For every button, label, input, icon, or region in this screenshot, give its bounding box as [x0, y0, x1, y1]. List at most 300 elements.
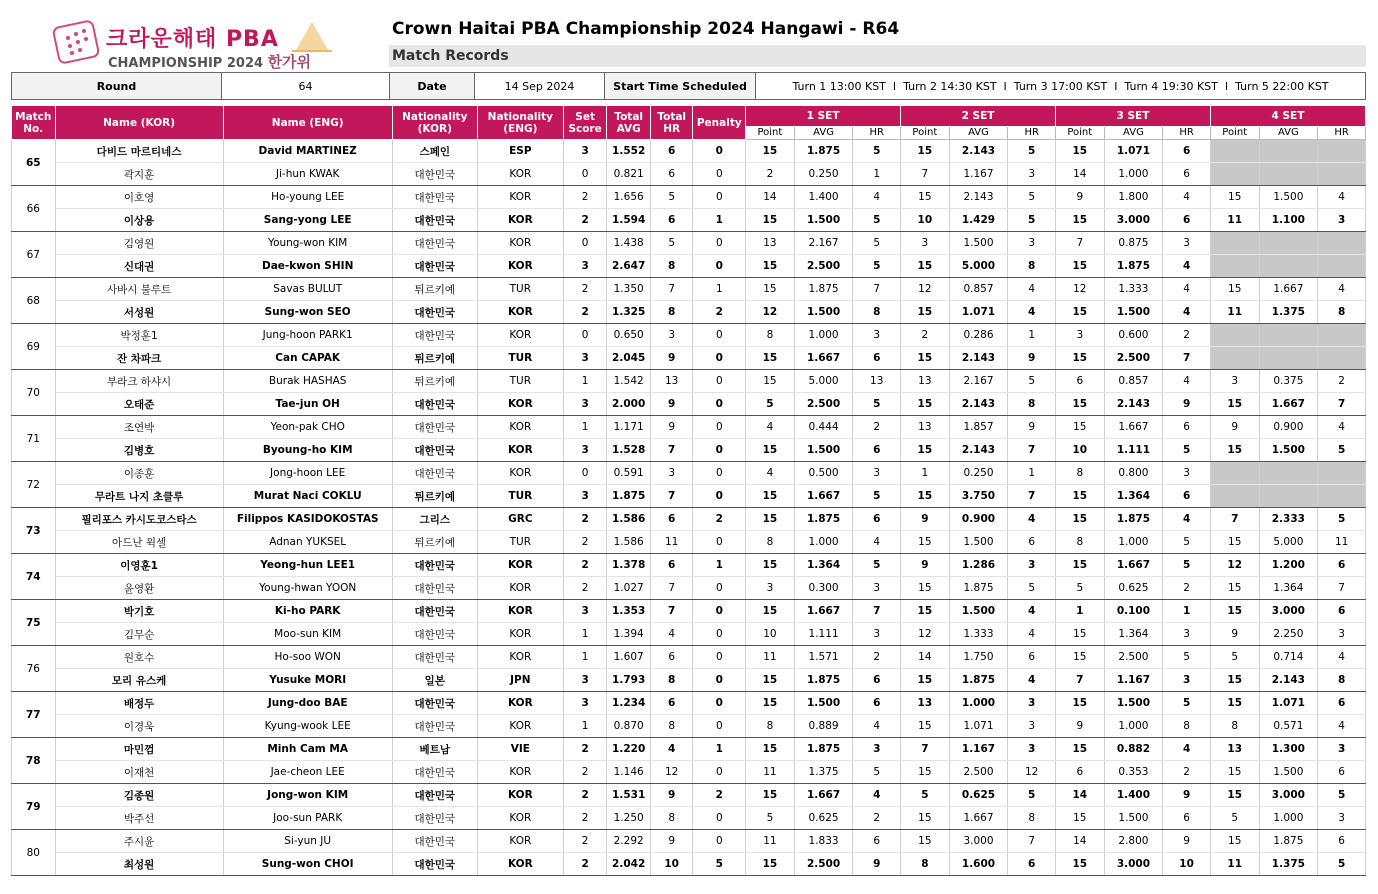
set2-avg: 2.500: [949, 761, 1008, 784]
set1-avg: 2.500: [794, 853, 853, 876]
set2-point: 13: [901, 370, 950, 393]
set3-avg: 1.500: [1104, 692, 1163, 715]
table-row: [12, 209, 1366, 232]
nationality-eng: VIE: [477, 738, 563, 761]
player-name-eng: Burak HASHAS: [223, 370, 392, 393]
set4-point: 15: [1210, 830, 1259, 853]
set3-hr: 6: [1163, 140, 1211, 163]
set3-avg: 0.625: [1104, 577, 1163, 600]
total-hr: 8: [650, 807, 693, 830]
total-hr: 6: [650, 209, 693, 232]
set3-avg: 1.800: [1104, 186, 1163, 209]
set1-avg: 1.875: [794, 669, 853, 692]
start-time-label: Start Time Scheduled: [605, 73, 756, 100]
set3-avg: 0.882: [1104, 738, 1163, 761]
set4-hr: 4: [1318, 186, 1366, 209]
total-avg: 1.793: [607, 669, 651, 692]
set2-avg: 1.750: [949, 646, 1008, 669]
set2-avg: 1.667: [949, 807, 1008, 830]
player-name-eng: Jong-won KIM: [223, 784, 392, 807]
total-avg: 1.552: [607, 140, 651, 163]
match-number: 78: [12, 738, 56, 784]
set2-hr: 1: [1008, 324, 1056, 347]
penalty: 5: [693, 853, 746, 876]
logo-korean: 크라운해태: [106, 27, 218, 52]
total-avg: 1.438: [607, 232, 651, 255]
set4-avg: 1.375: [1259, 853, 1318, 876]
set2-point: 5: [901, 784, 950, 807]
player-name-kor: 마민껌: [55, 738, 223, 761]
set3-avg: 1.364: [1104, 623, 1163, 646]
table-row: [12, 531, 1366, 554]
set2-hr: 9: [1008, 347, 1056, 370]
set1-point: 11: [746, 761, 795, 784]
nationality-kor: 튀르키예: [392, 531, 477, 554]
table-row: [12, 600, 1366, 623]
set1-avg: 1.500: [794, 209, 853, 232]
set3-hr: 6: [1163, 485, 1211, 508]
set4-hr: 4: [1318, 715, 1366, 738]
set2-hr: 6: [1008, 853, 1056, 876]
set2-point: 15: [901, 439, 950, 462]
total-hr: 8: [650, 669, 693, 692]
set1-hr: 5: [853, 761, 901, 784]
set3-point: 6: [1055, 370, 1104, 393]
sub-point: Point: [1210, 127, 1259, 140]
penalty: 0: [693, 830, 746, 853]
set3-point: 10: [1055, 439, 1104, 462]
set3-avg: 0.600: [1104, 324, 1163, 347]
set4-avg: 1.300: [1259, 738, 1318, 761]
section-subtitle: Match Records: [389, 45, 1366, 67]
set2-hr: 3: [1008, 232, 1056, 255]
set1-point: 8: [746, 531, 795, 554]
set4-hr: 5: [1318, 784, 1366, 807]
set4-avg: 2.333: [1259, 508, 1318, 531]
penalty: 0: [693, 232, 746, 255]
total-hr: 6: [650, 508, 693, 531]
match-number: 71: [12, 416, 56, 462]
nationality-kor: 베트남: [392, 738, 477, 761]
set1-point: 15: [746, 209, 795, 232]
set3-point: 15: [1055, 416, 1104, 439]
empty-set-cell: [1318, 140, 1366, 163]
table-row: [12, 577, 1366, 600]
set3-avg: 1.000: [1104, 715, 1163, 738]
set2-point: 15: [901, 301, 950, 324]
set3-point: 3: [1055, 324, 1104, 347]
set1-avg: 0.500: [794, 462, 853, 485]
set3-avg: 2.800: [1104, 830, 1163, 853]
set3-hr: 6: [1163, 163, 1211, 186]
set4-avg: 1.375: [1259, 301, 1318, 324]
total-avg: 1.234: [607, 692, 651, 715]
set1-point: 15: [746, 370, 795, 393]
set3-hr: 10: [1163, 853, 1211, 876]
table-row: [12, 508, 1366, 531]
player-name-eng: Filippos KASIDOKOSTAS: [223, 508, 392, 531]
nationality-kor: 대한민국: [392, 554, 477, 577]
set-score: 2: [563, 531, 607, 554]
set2-hr: 1: [1008, 462, 1056, 485]
total-avg: 1.250: [607, 807, 651, 830]
empty-set-cell: [1259, 140, 1318, 163]
set3-hr: 3: [1163, 232, 1211, 255]
set4-point: 15: [1210, 669, 1259, 692]
total-avg: 2.292: [607, 830, 651, 853]
nationality-eng: KOR: [477, 209, 563, 232]
set3-avg: 2.143: [1104, 393, 1163, 416]
set2-avg: 1.600: [949, 853, 1008, 876]
table-row: [12, 255, 1366, 278]
player-name-kor: 윤영환: [55, 577, 223, 600]
total-avg: 1.353: [607, 600, 651, 623]
match-number: 73: [12, 508, 56, 554]
set-score: 1: [563, 646, 607, 669]
set2-point: 15: [901, 531, 950, 554]
set2-avg: 1.500: [949, 600, 1008, 623]
set3-hr: 4: [1163, 370, 1211, 393]
set2-point: 15: [901, 347, 950, 370]
set3-hr: 7: [1163, 347, 1211, 370]
nationality-kor: 대한민국: [392, 462, 477, 485]
set4-hr: 7: [1318, 393, 1366, 416]
set1-avg: 1.500: [794, 692, 853, 715]
set3-hr: 6: [1163, 209, 1211, 232]
nationality-eng: KOR: [477, 830, 563, 853]
set4-avg: 5.000: [1259, 531, 1318, 554]
set4-hr: 4: [1318, 646, 1366, 669]
total-hr: 13: [650, 370, 693, 393]
nationality-eng: KOR: [477, 186, 563, 209]
set-score: 0: [563, 462, 607, 485]
total-avg: 0.821: [607, 163, 651, 186]
set4-avg: 0.714: [1259, 646, 1318, 669]
empty-set-cell: [1318, 324, 1366, 347]
set2-point: 9: [901, 554, 950, 577]
set1-point: 4: [746, 416, 795, 439]
set2-point: 10: [901, 209, 950, 232]
nationality-kor: 대한민국: [392, 761, 477, 784]
player-name-eng: Yeong-hun LEE1: [223, 554, 392, 577]
set3-hr: 5: [1163, 439, 1211, 462]
player-name-kor: 주시윤: [55, 830, 223, 853]
set1-hr: 3: [853, 623, 901, 646]
set3-point: 15: [1055, 393, 1104, 416]
nationality-eng: KOR: [477, 692, 563, 715]
set2-hr: 3: [1008, 554, 1056, 577]
set3-hr: 9: [1163, 830, 1211, 853]
empty-set-cell: [1318, 255, 1366, 278]
set3-avg: 3.000: [1104, 209, 1163, 232]
set1-point: 15: [746, 692, 795, 715]
set1-point: 5: [746, 393, 795, 416]
set3-hr: 2: [1163, 577, 1211, 600]
set1-avg: 1.500: [794, 301, 853, 324]
set1-avg: 1.375: [794, 761, 853, 784]
set1-avg: 2.500: [794, 393, 853, 416]
set2-avg: 1.429: [949, 209, 1008, 232]
set-score: 3: [563, 393, 607, 416]
player-name-kor: 신대권: [55, 255, 223, 278]
set1-hr: 5: [853, 209, 901, 232]
nationality-kor: 대한민국: [392, 715, 477, 738]
set1-hr: 2: [853, 807, 901, 830]
col-penalty: Penalty: [693, 106, 746, 140]
nationality-eng: KOR: [477, 232, 563, 255]
set1-point: 15: [746, 508, 795, 531]
set3-avg: 2.500: [1104, 347, 1163, 370]
empty-set-cell: [1259, 347, 1318, 370]
total-hr: 10: [650, 853, 693, 876]
set3-hr: 6: [1163, 807, 1211, 830]
set2-hr: 5: [1008, 140, 1056, 163]
table-row: [12, 738, 1366, 761]
set-score: 2: [563, 807, 607, 830]
player-name-eng: Sung-won SEO: [223, 301, 392, 324]
nationality-eng: KOR: [477, 761, 563, 784]
set4-avg: 1.500: [1259, 186, 1318, 209]
set4-hr: 3: [1318, 807, 1366, 830]
total-hr: 8: [650, 255, 693, 278]
player-name-kor: 사바시 불루트: [55, 278, 223, 301]
set3-point: 14: [1055, 163, 1104, 186]
player-name-eng: Dae-kwon SHIN: [223, 255, 392, 278]
set4-point: 8: [1210, 715, 1259, 738]
player-name-kor: 최성원: [55, 853, 223, 876]
set4-point: 3: [1210, 370, 1259, 393]
nationality-eng: KOR: [477, 324, 563, 347]
total-avg: 2.045: [607, 347, 651, 370]
nationality-eng: KOR: [477, 416, 563, 439]
set3-point: 15: [1055, 738, 1104, 761]
set3-hr: 9: [1163, 393, 1211, 416]
start-time-value: Turn 1 13:00 KST I Turn 2 14:30 KST I Turn 3 17:00 KST I Turn 4 19:30 KST I Turn 5 22:00 KST: [756, 73, 1366, 100]
total-hr: 8: [650, 715, 693, 738]
player-name-kor: 김종원: [55, 784, 223, 807]
set4-point: 15: [1210, 600, 1259, 623]
set4-hr: 6: [1318, 692, 1366, 715]
player-name-kor: 이영훈1: [55, 554, 223, 577]
set2-hr: 5: [1008, 784, 1056, 807]
total-avg: 1.394: [607, 623, 651, 646]
player-name-eng: Young-hwan YOON: [223, 577, 392, 600]
set4-point: 15: [1210, 577, 1259, 600]
set1-hr: 4: [853, 784, 901, 807]
total-hr: 6: [650, 692, 693, 715]
set-score: 2: [563, 853, 607, 876]
set1-hr: 6: [853, 669, 901, 692]
set1-hr: 4: [853, 531, 901, 554]
set4-point: 11: [1210, 209, 1259, 232]
set1-avg: 0.300: [794, 577, 853, 600]
penalty: 0: [693, 692, 746, 715]
set4-hr: 4: [1318, 416, 1366, 439]
nationality-kor: 대한민국: [392, 577, 477, 600]
total-hr: 7: [650, 600, 693, 623]
set-score: 1: [563, 416, 607, 439]
set1-hr: 9: [853, 853, 901, 876]
set2-avg: 1.286: [949, 554, 1008, 577]
col-nat-kor: Nationality (KOR): [392, 106, 477, 140]
set2-avg: 1.875: [949, 577, 1008, 600]
set4-hr: 5: [1318, 508, 1366, 531]
set2-avg: 2.143: [949, 439, 1008, 462]
total-avg: 1.220: [607, 738, 651, 761]
set-score: 2: [563, 508, 607, 531]
total-avg: 1.378: [607, 554, 651, 577]
set2-point: 15: [901, 485, 950, 508]
empty-set-cell: [1259, 462, 1318, 485]
penalty: 0: [693, 531, 746, 554]
set-score: 2: [563, 186, 607, 209]
table-row: [12, 784, 1366, 807]
set4-hr: 4: [1318, 278, 1366, 301]
col-set-4: 4 SET: [1210, 106, 1365, 127]
total-avg: 1.027: [607, 577, 651, 600]
col-set-2: 2 SET: [901, 106, 1056, 127]
set1-point: 8: [746, 715, 795, 738]
player-name-eng: Ki-ho PARK: [223, 600, 392, 623]
set4-hr: 6: [1318, 600, 1366, 623]
total-avg: 2.647: [607, 255, 651, 278]
set1-avg: 5.000: [794, 370, 853, 393]
set4-avg: 1.000: [1259, 807, 1318, 830]
set3-point: 15: [1055, 623, 1104, 646]
set2-avg: 0.857: [949, 278, 1008, 301]
player-name-kor: 이재천: [55, 761, 223, 784]
player-name-kor: 잔 차파크: [55, 347, 223, 370]
player-name-kor: 이종훈: [55, 462, 223, 485]
set3-avg: 1.364: [1104, 485, 1163, 508]
set4-hr: 6: [1318, 554, 1366, 577]
logo-subline: [108, 51, 311, 72]
player-name-eng: Jae-cheon LEE: [223, 761, 392, 784]
empty-set-cell: [1259, 255, 1318, 278]
set2-hr: 8: [1008, 393, 1056, 416]
set3-point: 15: [1055, 807, 1104, 830]
penalty: 0: [693, 600, 746, 623]
total-avg: 1.146: [607, 761, 651, 784]
set3-point: 15: [1055, 140, 1104, 163]
set3-avg: 1.071: [1104, 140, 1163, 163]
set1-avg: 1.875: [794, 508, 853, 531]
player-name-kor: 김무순: [55, 623, 223, 646]
set1-avg: 1.875: [794, 738, 853, 761]
set1-avg: 0.444: [794, 416, 853, 439]
player-name-kor: 다비드 마르티네스: [55, 140, 223, 163]
player-name-kor: 이경욱: [55, 715, 223, 738]
empty-set-cell: [1318, 485, 1366, 508]
player-name-eng: Can CAPAK: [223, 347, 392, 370]
set1-avg: 0.625: [794, 807, 853, 830]
match-records-table: [11, 105, 1366, 876]
player-name-kor: 오태준: [55, 393, 223, 416]
col-name-eng: Name (ENG): [223, 106, 392, 140]
table-row: [12, 853, 1366, 876]
logo-wordmark: [106, 22, 279, 53]
table-row: [12, 301, 1366, 324]
set3-point: 15: [1055, 646, 1104, 669]
set3-point: 14: [1055, 830, 1104, 853]
set3-avg: 2.500: [1104, 646, 1163, 669]
table-row: [12, 715, 1366, 738]
set3-avg: 1.667: [1104, 554, 1163, 577]
set1-avg: 2.500: [794, 255, 853, 278]
set2-point: 15: [901, 140, 950, 163]
set2-hr: 4: [1008, 669, 1056, 692]
player-name-eng: Minh Cam MA: [223, 738, 392, 761]
set2-hr: 6: [1008, 646, 1056, 669]
empty-set-cell: [1210, 232, 1259, 255]
total-avg: 1.171: [607, 416, 651, 439]
total-avg: 1.528: [607, 439, 651, 462]
penalty: 1: [693, 209, 746, 232]
penalty: 0: [693, 255, 746, 278]
penalty: 0: [693, 669, 746, 692]
nationality-kor: 튀르키예: [392, 278, 477, 301]
set4-point: 15: [1210, 692, 1259, 715]
set1-hr: 5: [853, 485, 901, 508]
match-number: 79: [12, 784, 56, 830]
empty-set-cell: [1318, 462, 1366, 485]
table-row: [12, 324, 1366, 347]
set3-hr: 8: [1163, 715, 1211, 738]
set2-avg: 1.875: [949, 669, 1008, 692]
sub-avg: AVG: [1104, 127, 1163, 140]
set3-point: 15: [1055, 209, 1104, 232]
set1-hr: 1: [853, 163, 901, 186]
set-score: 0: [563, 163, 607, 186]
nationality-kor: 대한민국: [392, 163, 477, 186]
total-hr: 9: [650, 393, 693, 416]
set1-avg: 1.667: [794, 347, 853, 370]
nationality-eng: KOR: [477, 301, 563, 324]
set4-avg: 1.500: [1259, 761, 1318, 784]
set3-hr: 4: [1163, 738, 1211, 761]
set1-hr: 3: [853, 462, 901, 485]
table-row: [12, 370, 1366, 393]
set2-avg: 2.143: [949, 186, 1008, 209]
nationality-eng: TUR: [477, 347, 563, 370]
set-score: 3: [563, 347, 607, 370]
set4-avg: 0.375: [1259, 370, 1318, 393]
set1-hr: 6: [853, 508, 901, 531]
set-score: 3: [563, 255, 607, 278]
nationality-kor: 튀르키예: [392, 485, 477, 508]
set3-point: 8: [1055, 462, 1104, 485]
set1-point: 12: [746, 301, 795, 324]
set2-avg: 1.000: [949, 692, 1008, 715]
set4-avg: 2.143: [1259, 669, 1318, 692]
set2-point: 15: [901, 577, 950, 600]
penalty: 0: [693, 715, 746, 738]
logo-dice-icon: [50, 18, 104, 68]
player-name-kor: 배정두: [55, 692, 223, 715]
penalty: 0: [693, 370, 746, 393]
nationality-eng: KOR: [477, 784, 563, 807]
penalty: 1: [693, 554, 746, 577]
penalty: 0: [693, 485, 746, 508]
set3-avg: 1.400: [1104, 784, 1163, 807]
set3-point: 15: [1055, 301, 1104, 324]
penalty: 0: [693, 186, 746, 209]
set3-hr: 1: [1163, 600, 1211, 623]
nationality-eng: KOR: [477, 715, 563, 738]
set-score: 0: [563, 324, 607, 347]
set4-hr: 2: [1318, 370, 1366, 393]
set2-hr: 8: [1008, 807, 1056, 830]
